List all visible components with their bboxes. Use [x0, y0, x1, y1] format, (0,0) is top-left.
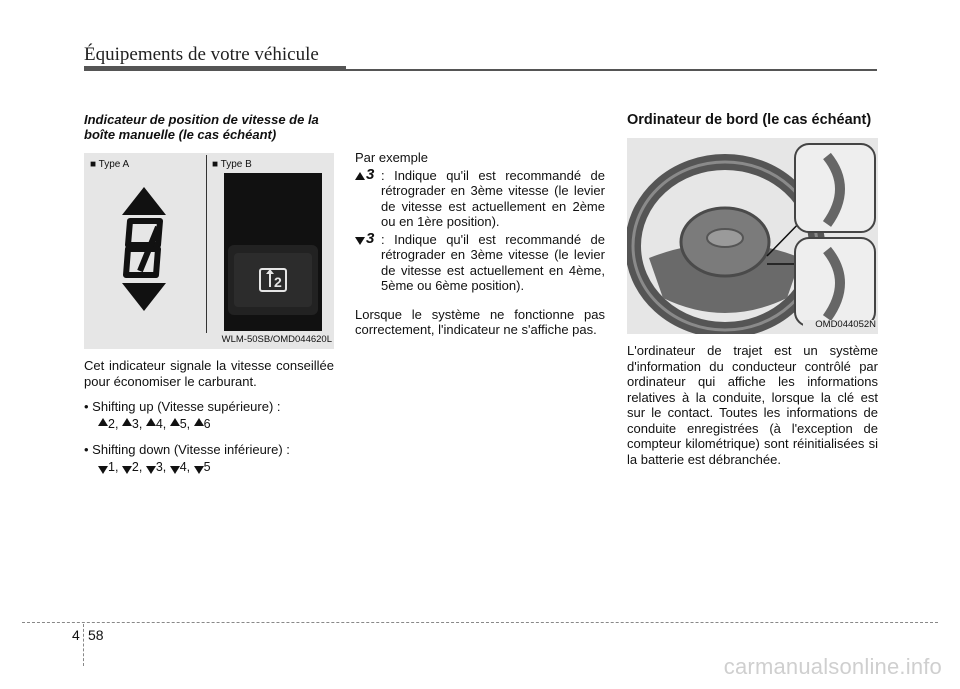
column-gear-indicator — [84, 112, 334, 475]
arrow-up-icon — [170, 418, 180, 426]
down-gear-value: 4 — [179, 459, 187, 474]
trip-computer-heading: Ordinateur de bord (le cas échéant) — [627, 112, 872, 128]
arrow-up-icon — [122, 418, 132, 426]
arrow-up-icon — [355, 172, 365, 180]
section-number: 4 — [72, 627, 80, 643]
type-b-label: ■ Type B — [212, 159, 252, 170]
up-3-icon — [355, 165, 381, 184]
down-gear-value: 5 — [203, 459, 211, 474]
up-gear-value: 2 — [108, 416, 115, 431]
arrow-down-icon — [355, 237, 365, 245]
down-gear-value: 1 — [108, 459, 115, 474]
example-down-row — [355, 229, 605, 294]
down-gear-value: 2 — [131, 459, 139, 474]
steering-wheel-icon — [627, 138, 878, 334]
steering-wheel-figure — [627, 138, 878, 334]
arrow-up-icon — [146, 418, 156, 426]
figure-divider — [206, 155, 207, 333]
arrow-down-icon — [194, 466, 204, 474]
gear-indicator-description: Cet indicateur signale la vitesse conseillée pour économiser le carburant. — [84, 358, 334, 389]
example-up-row — [355, 165, 605, 230]
page-header-title: Équipements de votre véhicule — [84, 44, 319, 65]
header-rule-thin — [346, 69, 877, 71]
up-gear-value: 5 — [179, 416, 187, 431]
shift-up-sequence: 2, 3, 4, 5, 6 — [84, 417, 334, 433]
trip-computer-description: L'ordinateur de trajet est un système d'information du conducteur contrôlé par ordinateur qui affiche les informations relatives à la conduite, lorsque la clé est sur le contact. Toutes les informations de conduite enregistrées (à l'exception de compteur kilométrique) sont réinitialisées si la batterie est débranchée. — [627, 343, 878, 467]
steering-figure-caption: OMD044052N — [815, 318, 876, 330]
footer-rule — [22, 622, 938, 623]
arrow-down-icon — [122, 466, 132, 474]
cluster-display-icon — [224, 173, 322, 331]
gear-indicator-figure — [84, 153, 334, 349]
arrow-up-icon — [98, 418, 108, 426]
watermark: carmanualsonline.info — [723, 654, 942, 679]
shift-down-label: • Shifting down (Vitesse inférieure) : — [84, 442, 290, 457]
up-gear-value: 6 — [203, 416, 211, 431]
arrow-down-icon — [170, 466, 180, 474]
example-digit: 3 — [366, 229, 375, 247]
bullet-shift-down — [84, 442, 334, 475]
example-up-text: : Indique qu'il est recommandé de rétrograder en 3ème vitesse (le levier de vitesse est actuellement en 2ème ou en 1ère position). — [381, 167, 605, 229]
up-gear-value: 4 — [155, 416, 163, 431]
down-gear-value: 3 — [155, 459, 163, 474]
malfunction-note: Lorsque le système ne fonctionne pas correctement, l'indicateur ne s'affiche pas. — [355, 306, 605, 337]
gear-indicator-heading: Indicateur de position de vitesse de la boîte manuelle (le cas échéant) — [84, 112, 319, 142]
shift-down-sequence: 1, 2, 3, 4, 5 — [84, 460, 334, 476]
arrow-down-icon — [98, 466, 108, 474]
column-trip-computer — [627, 112, 878, 467]
cluster-gear-digit: 2 — [274, 274, 282, 290]
arrow-down-icon — [146, 466, 156, 474]
example-label: Par exemple — [355, 150, 428, 165]
column-examples — [355, 150, 605, 338]
type-a-label: ■ Type A — [90, 159, 130, 170]
up-gear-value: 3 — [131, 416, 139, 431]
cluster-display-panel — [224, 173, 322, 331]
figure-code-caption: WLM-50SB/OMD044620L — [221, 333, 332, 345]
header-rule-thick — [84, 66, 346, 71]
example-down-text: : Indique qu'il est recommandé de rétrograder en 3ème vitesse (le levier de vitesse est actuellement en 4ème, 5ème ou 6ème position). — [381, 231, 605, 293]
seven-segment-indicator-icon — [114, 187, 174, 311]
bullet-shift-up — [84, 399, 334, 432]
shift-up-label: • Shifting up (Vitesse supérieure) : — [84, 399, 281, 414]
arrow-up-icon — [194, 418, 204, 426]
page-number: 58 — [88, 627, 104, 643]
example-digit: 3 — [366, 165, 375, 183]
down-3-icon — [355, 229, 381, 248]
page-number-separator — [83, 624, 84, 666]
